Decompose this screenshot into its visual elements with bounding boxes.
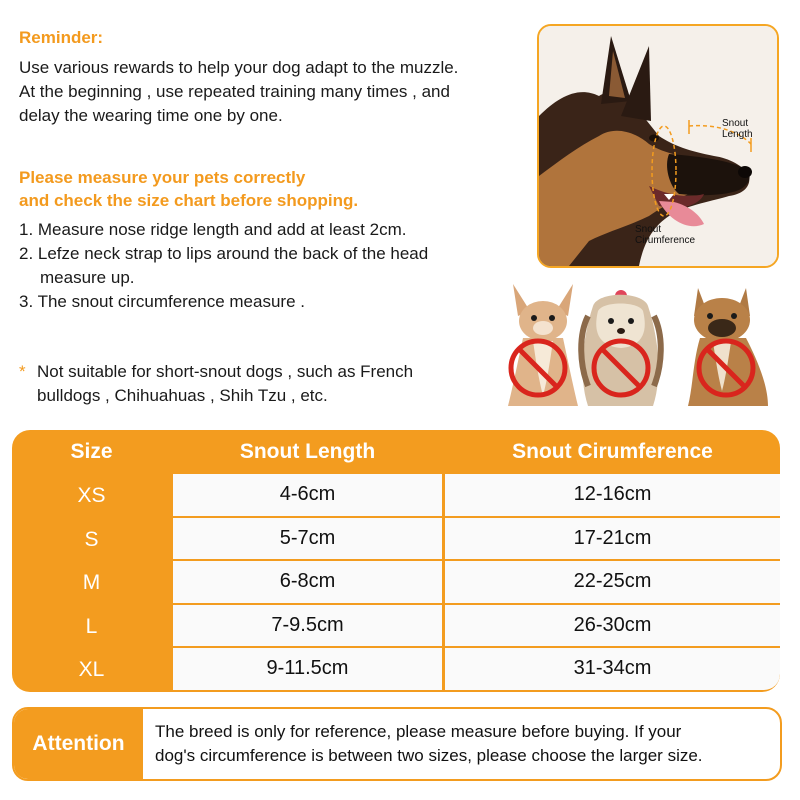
prohibited-breeds — [488, 276, 788, 416]
snout-length-cell: 6-8cm — [173, 561, 442, 603]
snout-length-label-line: Snout — [722, 118, 749, 129]
attention-label: Attention — [14, 709, 143, 779]
reminder-line: delay the wearing time one by one. — [19, 106, 283, 125]
shih-tzu-prohibited-icon — [581, 290, 661, 406]
size-cell: M — [82, 571, 101, 595]
size-cell: S — [84, 527, 99, 551]
attention-line: The breed is only for reference, please measure before buying. If your — [155, 722, 682, 741]
table-row — [173, 474, 780, 516]
size-cell: XS — [77, 484, 106, 507]
table-row — [173, 561, 780, 603]
german-shepherd-photo — [537, 24, 779, 268]
table-body — [173, 474, 780, 692]
chihuahua-prohibited-icon — [508, 284, 578, 406]
snout-length-label-line: Length — [722, 129, 753, 140]
snout-circumference-label-line: Snout — [635, 224, 662, 235]
header-snout-length: Snout Length — [239, 440, 376, 463]
snout-length-cell: 9-11.5cm — [173, 648, 442, 690]
snout-length-cell: 5-7cm — [173, 518, 442, 560]
reminder-text — [19, 56, 529, 128]
attention-line: dog's circumference is between two sizes, please choose the larger size. — [155, 746, 703, 765]
measure-steps — [19, 218, 428, 314]
measure-title-line: and check the size chart before shopping. — [19, 191, 359, 210]
snout-length-cell: 7-9.5cm — [173, 605, 442, 647]
size-column — [12, 474, 171, 692]
snout-circumference-cell: 17-21cm — [445, 518, 780, 560]
snout-circumference-cell: 26-30cm — [445, 605, 780, 647]
table-row — [173, 518, 780, 560]
asterisk-icon: * — [19, 362, 26, 381]
step-item: 2. Lefze neck strap to lips around the back of the head — [19, 244, 429, 263]
size-cell: XL — [78, 658, 105, 682]
french-bulldog-prohibited-icon — [688, 288, 768, 406]
step-item: 3. The snout circumference measure . — [19, 292, 305, 311]
note-line: bulldogs , Chihuahuas , Shih Tzu , etc. — [37, 386, 328, 405]
size-cell: L — [85, 614, 98, 638]
snout-length-label — [722, 118, 753, 140]
reminder-line: Use various rewards to help your dog adapt to the muzzle. — [19, 58, 459, 77]
snout-circumference-label — [635, 224, 695, 246]
snout-circumference-label-line: Cirumference — [635, 235, 696, 246]
short-snout-note — [19, 360, 413, 408]
reminder-line: At the beginning , use repeated training many times , and — [19, 82, 450, 101]
header-size: Size — [70, 440, 113, 463]
measure-title-line: Please measure your pets correctly — [19, 168, 306, 187]
attention-box — [12, 707, 782, 781]
step-item: 1. Measure nose ridge length and add at least 2cm. — [19, 220, 407, 239]
table-row — [173, 648, 780, 690]
table-row — [173, 605, 780, 647]
measure-title — [19, 166, 358, 212]
snout-length-cell: 4-6cm — [173, 474, 442, 516]
snout-circumference-cell: 12-16cm — [445, 474, 780, 516]
snout-circumference-cell: 22-25cm — [445, 561, 780, 603]
note-line: Not suitable for short-snout dogs , such as French — [37, 362, 414, 381]
header-snout-circumference: Snout Cirumference — [512, 440, 713, 463]
reminder-title: Reminder: — [19, 28, 104, 47]
snout-circumference-cell: 31-34cm — [445, 648, 780, 690]
prohibited-dogs-illustration — [488, 276, 788, 416]
attention-text — [155, 720, 703, 768]
table-header — [12, 430, 780, 474]
size-chart-table — [12, 430, 780, 692]
step-item-continued: measure up. — [40, 268, 135, 287]
